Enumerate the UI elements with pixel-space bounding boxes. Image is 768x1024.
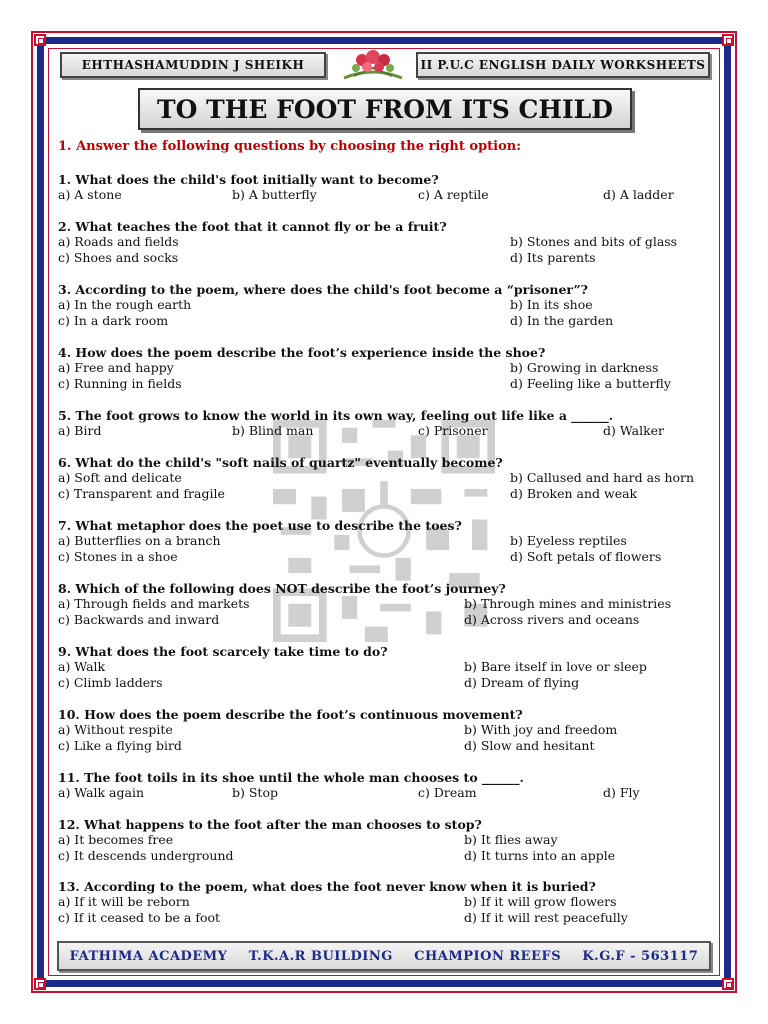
- footer-academy: FATHIMA ACADEMY: [69, 948, 228, 964]
- corner-ornament: [722, 978, 734, 990]
- answer-option: a) Roads and fields: [58, 234, 179, 249]
- question-text: 5. The foot grows to know the world in its own way, feeling out life like a ______.: [58, 408, 614, 423]
- options-row: [58, 832, 718, 848]
- question-block: [58, 581, 718, 628]
- answer-option: b) Growing in darkness: [510, 360, 659, 375]
- answer-option: b) Callused and hard as horn: [510, 470, 695, 485]
- answer-option: a) Bird: [58, 423, 102, 438]
- question-block: [58, 879, 718, 926]
- options-row: [58, 612, 718, 628]
- options-row: [58, 486, 718, 502]
- page-title: TO THE FOOT FROM ITS CHILD: [138, 88, 632, 130]
- options-row: [58, 910, 718, 926]
- options-row: [58, 470, 718, 486]
- answer-option: b) Blind man: [232, 423, 314, 438]
- question-block: [58, 172, 718, 203]
- answer-option: a) Butterflies on a branch: [58, 533, 221, 548]
- options-row: [58, 722, 718, 738]
- options-row: [58, 360, 718, 376]
- question-block: [58, 817, 718, 864]
- question-block: [58, 770, 718, 801]
- options-row: [58, 376, 718, 392]
- answer-option: b) Through mines and ministries: [464, 596, 672, 611]
- author-label: EHTHASHAMUDDIN J SHEIKH: [60, 52, 326, 78]
- question-block: [58, 408, 718, 439]
- answer-option: a) Walk: [58, 659, 106, 674]
- footer-area: CHAMPION REEFS: [414, 948, 562, 964]
- question-text: 6. What do the child's "soft nails of quartz" eventually become?: [58, 455, 503, 470]
- question-block: [58, 518, 718, 565]
- answer-option: d) It turns into an apple: [464, 848, 616, 863]
- answer-option: c) Backwards and inward: [58, 612, 220, 627]
- answer-option: d) Across rivers and oceans: [464, 612, 640, 627]
- options-row: [58, 313, 718, 329]
- options-row: [58, 738, 718, 754]
- answer-option: c) Running in fields: [58, 376, 182, 391]
- answer-option: b) Stop: [232, 785, 278, 800]
- options-row: [58, 423, 718, 439]
- options-row: [58, 675, 718, 691]
- options-row: [58, 234, 718, 250]
- question-block: [58, 707, 718, 754]
- options-row: [58, 596, 718, 612]
- answer-option: d) Its parents: [510, 250, 596, 265]
- answer-option: c) Shoes and socks: [58, 250, 179, 265]
- answer-option: a) Without respite: [58, 722, 173, 737]
- question-text: 4. How does the poem describe the foot’s experience inside the shoe?: [58, 345, 546, 360]
- options-row: [58, 297, 718, 313]
- answer-option: d) Broken and weak: [510, 486, 638, 501]
- corner-ornament: [34, 978, 46, 990]
- answer-option: b) Bare itself in love or sleep: [464, 659, 647, 674]
- corner-ornament: [34, 34, 46, 46]
- flower-bouquet-icon: [334, 48, 412, 84]
- answer-option: c) Prisoner: [418, 423, 488, 438]
- options-row: [58, 533, 718, 549]
- answer-option: c) Transparent and fragile: [58, 486, 225, 501]
- question-text: 2. What teaches the foot that it cannot fly or be a fruit?: [58, 219, 447, 234]
- question-text: 13. According to the poem, what does the foot never know when it is buried?: [58, 879, 596, 894]
- answer-option: d) Soft petals of flowers: [510, 549, 662, 564]
- footer-bar: [57, 941, 711, 971]
- question-text: 8. Which of the following does NOT describe the foot’s journey?: [58, 581, 506, 596]
- answer-option: d) In the garden: [510, 313, 614, 328]
- answer-option: b) With joy and freedom: [464, 722, 618, 737]
- answer-option: d) Feeling like a butterfly: [510, 376, 671, 391]
- answer-option: b) Stones and bits of glass: [510, 234, 678, 249]
- answer-option: b) A butterfly: [232, 187, 317, 202]
- question-text: 7. What metaphor does the poet use to describe the toes?: [58, 518, 462, 533]
- worksheet-series-label: II P.U.C ENGLISH DAILY WORKSHEETS: [416, 52, 710, 78]
- answer-option: c) A reptile: [418, 187, 489, 202]
- answer-option: b) It flies away: [464, 832, 558, 847]
- corner-ornament: [722, 34, 734, 46]
- answer-option: a) In the rough earth: [58, 297, 192, 312]
- answer-option: c) Like a flying bird: [58, 738, 182, 753]
- answer-option: b) In its shoe: [510, 297, 593, 312]
- answer-option: a) Soft and delicate: [58, 470, 182, 485]
- answer-option: d) A ladder: [603, 187, 674, 202]
- answer-option: c) In a dark room: [58, 313, 169, 328]
- answer-option: a) Through fields and markets: [58, 596, 250, 611]
- question-block: [58, 282, 718, 329]
- footer-city: K.G.F - 563117: [582, 948, 699, 964]
- answer-option: b) Eyeless reptiles: [510, 533, 627, 548]
- answer-option: c) Dream: [418, 785, 477, 800]
- question-block: [58, 644, 718, 691]
- options-row: [58, 187, 718, 203]
- question-text: 9. What does the foot scarcely take time to do?: [58, 644, 388, 659]
- options-row: [58, 659, 718, 675]
- answer-option: d) Walker: [603, 423, 665, 438]
- question-text: 12. What happens to the foot after the man chooses to stop?: [58, 817, 482, 832]
- answer-option: c) Climb ladders: [58, 675, 163, 690]
- question-text: 11. The foot toils in its shoe until the whole man chooses to ______.: [58, 770, 524, 785]
- answer-option: c) It descends underground: [58, 848, 234, 863]
- options-row: [58, 848, 718, 864]
- section-heading: 1. Answer the following questions by choosing the right option:: [58, 139, 522, 154]
- answer-option: a) If it will be reborn: [58, 894, 190, 909]
- question-block: [58, 345, 718, 392]
- answer-option: a) Walk again: [58, 785, 145, 800]
- answer-option: c) Stones in a shoe: [58, 549, 178, 564]
- options-row: [58, 894, 718, 910]
- answer-option: c) If it ceased to be a foot: [58, 910, 221, 925]
- footer-building: T.K.A.R BUILDING: [248, 948, 393, 964]
- question-text: 1. What does the child's foot initially want to become?: [58, 172, 439, 187]
- question-text: 3. According to the poem, where does the child's foot become a “prisoner”?: [58, 282, 588, 297]
- options-row: [58, 250, 718, 266]
- answer-option: a) A stone: [58, 187, 122, 202]
- answer-option: d) Dream of flying: [464, 675, 580, 690]
- answer-option: d) Slow and hesitant: [464, 738, 595, 753]
- options-row: [58, 785, 718, 801]
- question-block: [58, 455, 718, 502]
- answer-option: a) Free and happy: [58, 360, 174, 375]
- answer-option: d) If it will rest peacefully: [464, 910, 628, 925]
- question-text: 10. How does the poem describe the foot’s continuous movement?: [58, 707, 523, 722]
- answer-option: b) If it will grow flowers: [464, 894, 617, 909]
- question-block: [58, 219, 718, 266]
- answer-option: a) It becomes free: [58, 832, 174, 847]
- answer-option: d) Fly: [603, 785, 640, 800]
- options-row: [58, 549, 718, 565]
